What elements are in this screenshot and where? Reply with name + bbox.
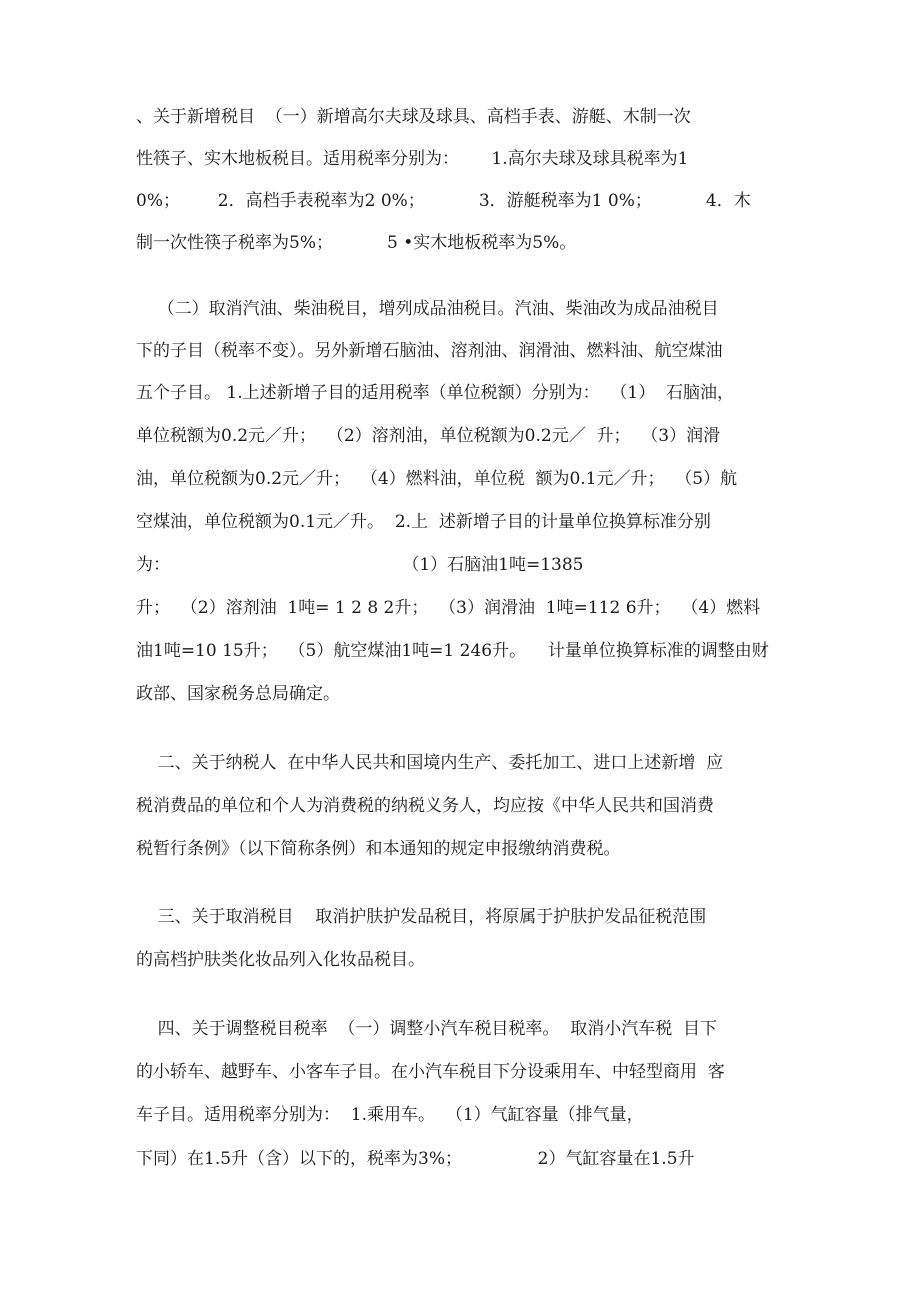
paragraph-4-line-2: 的高档护肤类化妆品列入化妆品税目。 <box>136 950 425 970</box>
paragraph-3-line-1: 二、关于纳税人 在中华人民共和国境内生产、委托加工、进口上述新增 应 <box>136 753 724 773</box>
paragraph-2-line-6: 空煤油，单位税额为0.1元／升。 2.上 述新增子目的计量单位换算标准分别 <box>136 512 711 532</box>
paragraph-2-line-5: 油，单位税额为0.2元／升； （4）燃料油，单位税 额为0.1元／升； （5）航 <box>136 469 738 489</box>
paragraph-3-line-2: 税消费品的单位和个人为消费税的纳税义务人，均应按《中华人民共和国消费 <box>136 796 714 816</box>
paragraph-3-line-3: 税暂行条例》（以下简称条例）和本通知的规定申报缴纳消费税。 <box>136 839 621 859</box>
paragraph-4-line-1: 三、关于取消税目 取消护肤护发品税目，将原属于护肤护发品征税范围 <box>136 907 707 927</box>
paragraph-2-line-3: 五个子目。 1.上述新增子目的适用税率（单位税额）分别为： （1） 石脑油， <box>136 383 735 403</box>
paragraph-2-line-2: 下的子目（税率不变）。另外新增石脑油、溶剂油、润滑油、燃料油、航空煤油 <box>136 341 723 361</box>
paragraph-2-line-4: 单位税额为0.2元／升； （2）溶剂油，单位税额为0.2元／ 升； （3）润滑 <box>136 426 721 446</box>
paragraph-1-line-2: 性筷子、实木地板税目。适用税率分别为： 1.高尔夫球及球具税率为1 <box>136 149 689 169</box>
paragraph-2-line-7: 为： （1）石脑油1吨=1385 <box>136 555 584 575</box>
paragraph-2-line-10: 政部、国家税务总局确定。 <box>136 684 340 704</box>
paragraph-2-line-9: 油1吨=10 15升； （5）航空煤油1吨=1 246升。 计量单位换算标准的调整由财 <box>136 641 769 661</box>
paragraph-2-line-8: 升； （2）溶剂油 1吨= 1 2 8 2升； （3）润滑油 1吨=112 6升； （4）燃料 <box>136 598 761 618</box>
paragraph-1-line-3: 0%； 2．高档手表税率为2 0%； 3．游艇税率为1 0%； 4．木 <box>136 191 751 211</box>
paragraph-5-line-3: 车子目。适用税率分别为： 1.乘用车。 （1）气缸容量（排气量， <box>136 1105 644 1125</box>
paragraph-5-line-1: 四、关于调整税目税率 （一）调整小汽车税目税率。 取消小汽车税 目下 <box>136 1019 718 1039</box>
paragraph-1-line-1: 、关于新增税目 （一）新增高尔夫球及球具、高档手表、游艇、木制一次 <box>136 107 691 127</box>
paragraph-1-line-4: 制一次性筷子税率为5%； 5 •实木地板税率为5%。 <box>136 233 577 253</box>
paragraph-6-line-1: 下同）在1.5升（含）以下的，税率为3%； 2）气缸容量在1.5升 <box>136 1149 695 1169</box>
paragraph-5-line-2: 的小轿车、越野车、小客车子目。在小汽车税目下分设乘用车、中轻型商用 客 <box>136 1062 725 1082</box>
paragraph-2-line-1: （二）取消汽油、柴油税目，增列成品油税目。汽油、柴油改为成品油税目 <box>136 299 719 319</box>
